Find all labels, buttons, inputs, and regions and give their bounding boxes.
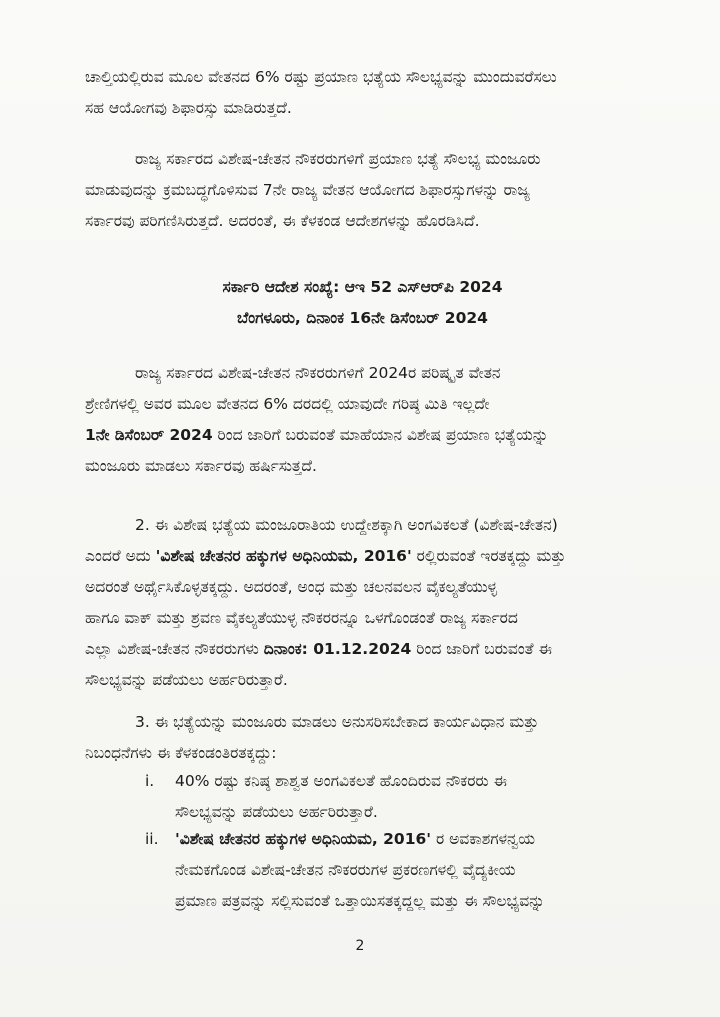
text-line: ಪ್ರಮಾಣ ಪತ್ರವನ್ನು ಸಲ್ಲಿಸುವಂತೆ ಒತ್ತಾಯಿಸತಕ್ಕದ್ದಲ್ಲ ಮತ್ತು ಈ ಸೌಲಭ್ಯವನ್ನು [175, 892, 545, 910]
list-item-i [85, 766, 640, 828]
order-place-date: ಬೆಂಗಳೂರು, ದಿನಾಂಕ 16ನೇ ಡಿಸೆಂಬರ್ 2024 [237, 309, 488, 327]
text-line [85, 634, 640, 665]
effective-date: 1ನೇ ಡಿಸೆಂಬರ್ 2024 [85, 426, 213, 444]
list-item-body [175, 766, 640, 828]
text-line [85, 420, 640, 451]
text-fragment: ರಲ್ಲಿರುವಂತೆ ಇರತಕ್ಕದ್ದು ಮತ್ತು [411, 547, 566, 565]
text-line: ನೇಮಕಗೊಂಡ ವಿಶೇಷ-ಚೇತನ ನೌಕರರುಗಳ ಪ್ರಕರಣಗಳಲ್ಲಿ ವೈದ್ಯಕೀಯ [175, 861, 516, 879]
text-line: ಸಹ ಆಯೋಗವು ಶಿಫಾರಸ್ಸು ಮಾಡಿರುತ್ತದೆ. [85, 99, 292, 117]
effective-date: ದಿನಾಂಕ: 01.12.2024 [263, 640, 412, 658]
text-line: ಸೌಲಭ್ಯವನ್ನು ಪಡೆಯಲು ಅರ್ಹರಿರುತ್ತಾರೆ. [85, 671, 288, 689]
intro-paragraph [85, 62, 640, 124]
text-line: ಮಾಡುವುದನ್ನು ಕ್ರಮಬದ್ಧಗೊಳಿಸುವ 7ನೇ ರಾಜ್ಯ ವೇತನ ಆಯೋಗದ ಶಿಫಾರಸ್ಸುಗಳನ್ನು ರಾಜ್ಯ [85, 181, 530, 199]
text-line: ಸರ್ಕಾರವು ಪರಿಗಣಿಸಿರುತ್ತದೆ. ಅದರಂತೆ, ಈ ಕೆಳಕಂಡ ಆದೇಶಗಳನ್ನು ಹೊರಡಿಸಿದೆ. [85, 212, 480, 230]
text-fragment: ಎಲ್ಲಾ ವಿಶೇಷ-ಚೇತನ ನೌಕರರುಗಳು [85, 640, 264, 658]
list-marker: ii. [145, 830, 159, 848]
text-line: 40% ರಷ್ಟು ಕನಿಷ್ಠ ಶಾಶ್ವತ ಅಂಗವಿಕಲತೆ ಹೊಂದಿರುವ ನೌಕರರು ಈ [175, 772, 507, 790]
list-item-body [175, 824, 640, 917]
list-item-ii [85, 824, 640, 917]
act-name: 'ವಿಶೇಷ ಚೇತನರ ಹಕ್ಕುಗಳ ಅಧಿನಿಯಮ, 2016' [175, 830, 432, 848]
list-marker: i. [145, 772, 155, 790]
state-paragraph [85, 144, 640, 237]
text-line: ಮಂಜೂರು ಮಾಡಲು ಸರ್ಕಾರವು ಹರ್ಷಿಸುತ್ತದೆ. [85, 457, 317, 475]
text-line: ರಾಜ್ಯ ಸರ್ಕಾರದ ವಿಶೇಷ-ಚೇತನ ನೌಕರರುಗಳಿಗೆ 2024ರ ಪರಿಷ್ಕೃತ ವೇತನ [135, 364, 501, 382]
text-line: ರಾಜ್ಯ ಸರ್ಕಾರದ ವಿಶೇಷ-ಚೇತನ ನೌಕರರುಗಳಿಗೆ ಪ್ರಯಾಣ ಭತ್ಯೆ ಸೌಲಭ್ಯ ಮಂಜೂರು [135, 150, 541, 168]
page-number: 2 [355, 938, 365, 954]
order-number: ಸರ್ಕಾರಿ ಆದೇಶ ಸಂಖ್ಯೆ: ಆಇ 52 ಎಸ್‌ಆರ್‌ಪಿ 2024 [222, 278, 503, 296]
text-line: ಶ್ರೇಣಿಗಳಲ್ಲಿ ಅವರ ಮೂಲ ವೇತನದ 6% ದರದಲ್ಲಿ ಯಾವುದೇ ಗರಿಷ್ಠ ಮಿತಿ ಇಲ್ಲದೇ [85, 395, 490, 413]
text-fragment: ರಿಂದ ಜಾರಿಗೆ ಬರುವಂತೆ ಈ [411, 640, 552, 658]
text-line: ಹಾಗೂ ವಾಕ್ ಮತ್ತು ಶ್ರವಣ ವೈಕಲ್ಯತೆಯುಳ್ಳ ನೌಕರರನ್ನೂ ಒಳಗೊಂಡಂತೆ ರಾಜ್ಯ ಸರ್ಕಾರದ [85, 609, 518, 627]
text-line: ಚಾಲ್ತಿಯಲ್ಲಿರುವ ಮೂಲ ವೇತನದ 6% ರಷ್ಟು ಪ್ರಯಾಣ ಭತ್ಯೆಯ ಸೌಲಭ್ಯವನ್ನು ಮುಂದುವರೆಸಲು [85, 68, 557, 86]
text-line: ಅದರಂತೆ ಅರ್ಥೈಸಿಕೊಳ್ಳತಕ್ಕದ್ದು. ಅದರಂತೆ, ಅಂಧ ಮತ್ತು ಚಲನವಲನ ವೈಕಲ್ಯತೆಯುಳ್ಳ [85, 578, 498, 596]
text-line [175, 824, 640, 855]
paragraph-1 [85, 358, 640, 482]
text-line: ಸೌಲಭ್ಯವನ್ನು ಪಡೆಯಲು ಅರ್ಹರಿರುತ್ತಾರೆ. [175, 803, 378, 821]
text-line: 3. ಈ ಭತ್ಯೆಯನ್ನು ಮಂಜೂರು ಮಾಡಲು ಅನುಸರಿಸಬೇಕಾದ ಕಾರ್ಯವಿಧಾನ ಮತ್ತು [135, 713, 539, 731]
paragraph-3 [85, 707, 640, 769]
text-fragment: ರಿಂದ ಜಾರಿಗೆ ಬರುವಂತೆ ಮಾಹೆಯಾನ ವಿಶೇಷ ಪ್ರಯಾಣ ಭತ್ಯೆಯನ್ನು [212, 426, 549, 444]
text-line: 2. ಈ ವಿಶೇಷ ಭತ್ಯೆಯ ಮಂಜೂರಾತಿಯ ಉದ್ದೇಶಕ್ಕಾಗಿ ಅಂಗವಿಕಲತೆ (ವಿಶೇಷ-ಚೇತನ) [135, 516, 558, 534]
act-name: 'ವಿಶೇಷ ಚೇತನರ ಹಕ್ಕುಗಳ ಅಧಿನಿಯಮ, 2016' [155, 547, 412, 565]
text-line [85, 541, 640, 572]
text-fragment: ರ ಅವಕಾಶಗಳನ್ವಯ [431, 830, 535, 848]
text-line: ನಿಬಂಧನೆಗಳು ಈ ಕೆಳಕಂಡಂತಿರತಕ್ಕದ್ದು: [85, 744, 277, 762]
text-fragment: ಎಂದರೆ ಅದು [85, 547, 156, 565]
paragraph-2 [85, 510, 640, 696]
